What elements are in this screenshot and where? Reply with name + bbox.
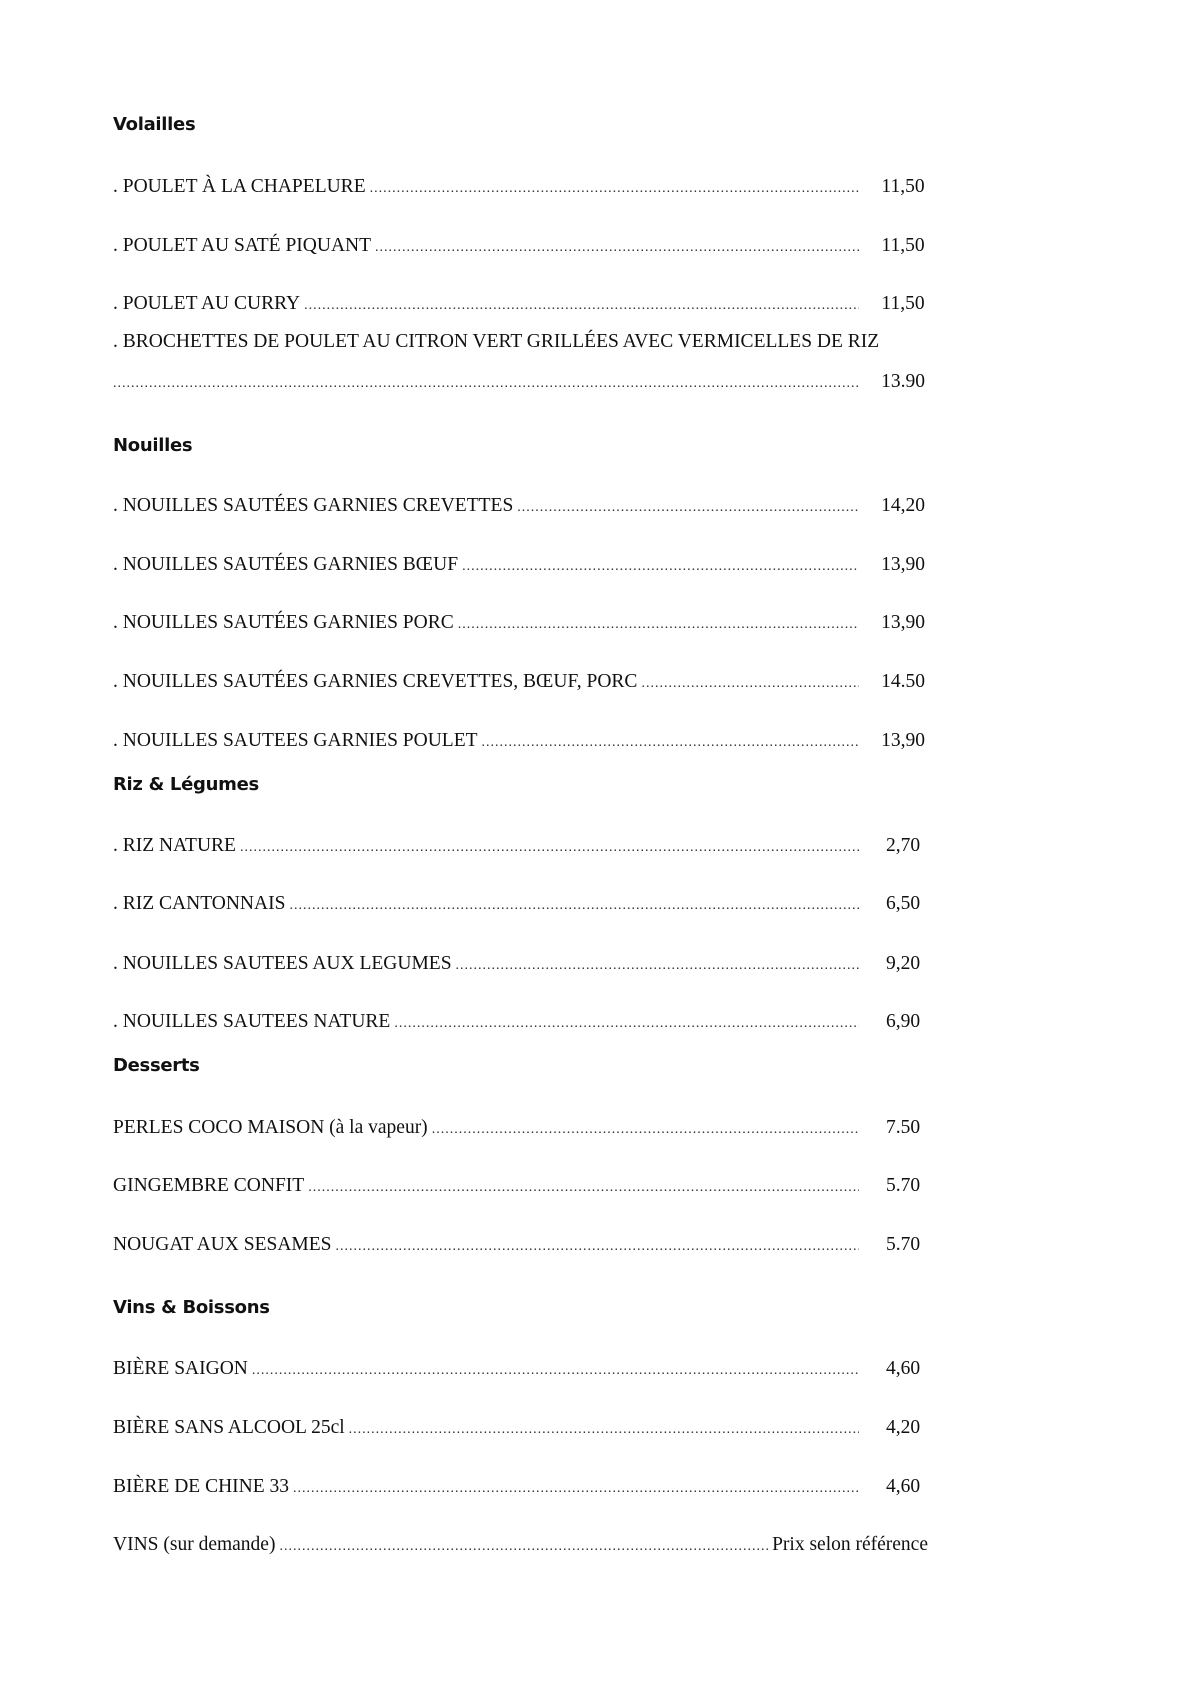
menu-item-name: GINGEMBRE CONFIT xyxy=(113,1175,305,1196)
dot-leader xyxy=(394,1016,859,1032)
menu-item xyxy=(113,371,943,393)
menu-item xyxy=(113,1117,943,1139)
dot-leader xyxy=(482,735,859,751)
dot-leader xyxy=(293,1481,859,1497)
menu-item-price: 11,50 xyxy=(881,176,925,197)
menu-item-name: . POULET À LA CHAPELURE xyxy=(113,176,366,197)
menu-item-price: 6,90 xyxy=(885,1011,921,1032)
menu-item xyxy=(113,495,943,517)
menu-item xyxy=(113,1175,943,1197)
dot-leader xyxy=(375,240,859,256)
menu-item-name: . NOUILLES SAUTÉES GARNIES PORC xyxy=(113,612,454,633)
menu-item-name: . POULET AU SATÉ PIQUANT xyxy=(113,235,372,256)
menu-item xyxy=(113,235,943,257)
section-heading: Volailles xyxy=(113,114,196,135)
dot-leader xyxy=(641,676,859,692)
dot-leader xyxy=(289,898,859,914)
section-heading: Desserts xyxy=(113,1055,200,1076)
dot-leader xyxy=(349,1422,859,1438)
menu-item-name: . NOUILLES SAUTÉES GARNIES CREVETTES xyxy=(113,495,514,516)
section-heading: Riz & Légumes xyxy=(113,774,259,795)
dot-leader xyxy=(432,1122,859,1138)
menu-item-name: . NOUILLES SAUTÉES GARNIES BŒUF xyxy=(113,554,459,575)
menu-item-name: BIÈRE SANS ALCOOL 25cl xyxy=(113,1417,345,1438)
section-heading: Nouilles xyxy=(113,435,193,456)
menu-item-price: 5.70 xyxy=(885,1234,921,1255)
menu-item-name: . RIZ NATURE xyxy=(113,835,236,856)
menu-item-price: 13,90 xyxy=(881,554,925,575)
menu-item-price: 11,50 xyxy=(881,235,925,256)
menu-item-price: 4,60 xyxy=(885,1476,921,1497)
menu-item-name: PERLES COCO MAISON (à la vapeur) xyxy=(113,1117,428,1138)
dot-leader xyxy=(252,1363,859,1379)
menu-item xyxy=(113,671,943,693)
menu-item-price: Prix selon référence xyxy=(772,1534,928,1555)
menu-item-price: 11,50 xyxy=(881,293,925,314)
dot-leader xyxy=(517,500,859,516)
dot-leader xyxy=(370,181,859,197)
menu-item-price: 7.50 xyxy=(885,1117,921,1138)
menu-item-price: 4,60 xyxy=(885,1358,921,1379)
menu-item xyxy=(113,176,943,198)
menu-item-price: 14,20 xyxy=(881,495,925,516)
menu-item xyxy=(113,1417,943,1439)
menu-item xyxy=(113,953,943,975)
menu-item-name: . RIZ CANTONNAIS xyxy=(113,893,286,914)
menu-item xyxy=(113,893,943,915)
menu-item-name: BIÈRE SAIGON xyxy=(113,1358,248,1379)
menu-item xyxy=(113,1234,943,1256)
menu-item-price: 13,90 xyxy=(881,612,925,633)
section-heading: Vins & Boissons xyxy=(113,1297,270,1318)
menu-item-name: . POULET AU CURRY xyxy=(113,293,301,314)
dot-leader xyxy=(336,1239,859,1255)
menu-item xyxy=(113,1476,943,1498)
menu-item-price: 2,70 xyxy=(885,835,921,856)
menu-item-name: . BROCHETTES DE POULET AU CITRON VERT GRILLÉES AVEC VERMICELLES DE RIZ xyxy=(113,331,880,352)
menu-item xyxy=(113,835,943,857)
dot-leader xyxy=(240,840,859,856)
menu-item-price: 6,50 xyxy=(885,893,921,914)
menu-item-price: 14.50 xyxy=(881,671,925,692)
menu-item-name: . NOUILLES SAUTEES AUX LEGUMES xyxy=(113,953,452,974)
menu-item-price: 9,20 xyxy=(885,953,921,974)
menu-item-name: . NOUILLES SAUTEES GARNIES POULET xyxy=(113,730,478,751)
menu-item xyxy=(113,554,943,576)
menu-item xyxy=(113,293,943,315)
menu-item-name: . NOUILLES SAUTEES NATURE xyxy=(113,1011,391,1032)
menu-item-name: VINS (sur demande) xyxy=(113,1534,276,1555)
dot-leader xyxy=(308,1180,859,1196)
menu-item-price: 13.90 xyxy=(881,371,925,392)
menu-item-price: 5.70 xyxy=(885,1175,921,1196)
menu-item xyxy=(113,1534,928,1556)
dot-leader xyxy=(456,958,859,974)
menu-item-name: NOUGAT AUX SESAMES xyxy=(113,1234,332,1255)
dot-leader xyxy=(462,559,859,575)
menu-item xyxy=(113,730,943,752)
menu-item-price: 4,20 xyxy=(885,1417,921,1438)
menu-item xyxy=(113,1011,943,1033)
dot-leader xyxy=(458,617,859,633)
dot-leader xyxy=(279,1539,768,1555)
menu-item-name: BIÈRE DE CHINE 33 xyxy=(113,1476,290,1497)
dot-leader xyxy=(304,298,859,314)
menu-item xyxy=(113,612,943,634)
menu-item-name: . NOUILLES SAUTÉES GARNIES CREVETTES, BŒUF, PORC xyxy=(113,671,638,692)
menu-item-price: 13,90 xyxy=(881,730,925,751)
menu-item xyxy=(113,1358,943,1380)
dot-leader xyxy=(113,376,859,392)
